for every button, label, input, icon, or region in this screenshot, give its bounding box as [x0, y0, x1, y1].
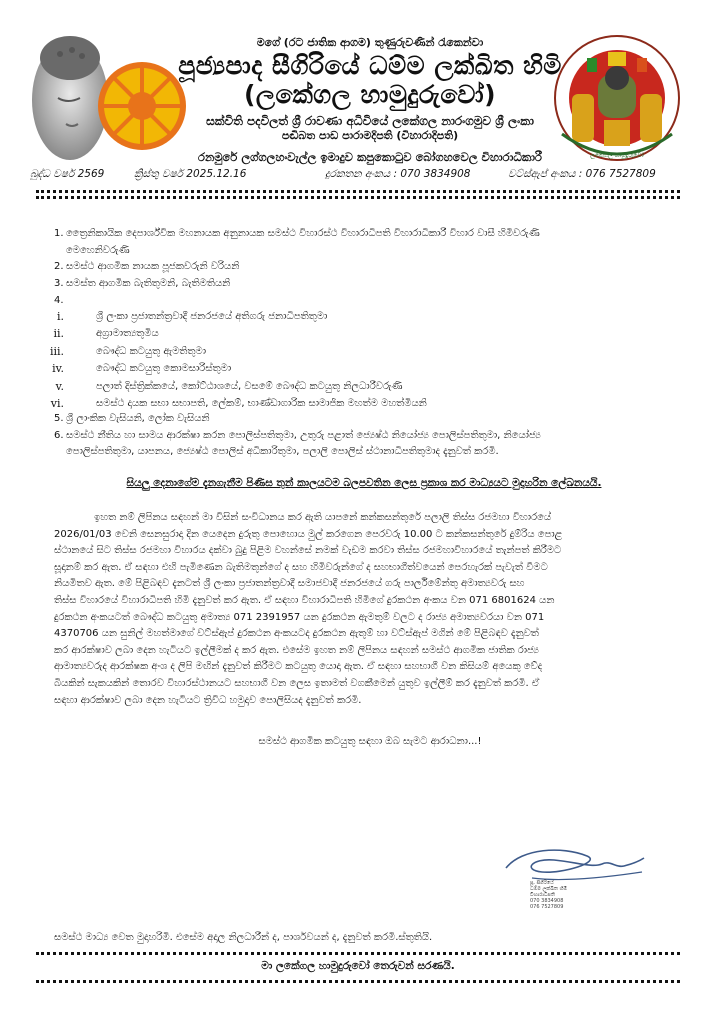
body-line: කර ආරක්ෂාව ලබා දෙන හැටියට ඉල්ලීමක් ද කර ඇත. එසේම ඉහත නම් ලිපිනය සඳහන් සමස්ථ ආගමික ජාතික රාජ්‍ය	[54, 644, 539, 656]
christian-year: ක්‍රිස්තු වර්ෂ 2025.12.16	[134, 168, 247, 180]
recipient-list	[54, 226, 679, 309]
body-line: ආමාත්‍යවරුද ආරක්ෂක අංශ ද ලිපි මඟින් දැනුවත් කිරීමට කටයුතු යොදා ඇත. ඒ සඳහා සහභාගී වන කිසියම් අයෙකු වේද	[54, 661, 543, 673]
bottom-divider	[36, 952, 680, 955]
list-item: මෙහෙනිවරුණි	[66, 244, 130, 256]
list-item: 5. ශ්‍රී ලාංකික වැසියනි, ලෝක වැසියනි	[54, 413, 210, 424]
list-item: i. ශ්‍රී ලංකා ප්‍රජාතන්ත්‍රවාදී ජනරජයේ අතිගරු ජනාධිපතිතුමා	[56, 310, 328, 323]
list-item: 2. සමස්ථ ආගමික නායක පූජකවරුනි වරියනි	[54, 261, 240, 273]
list-item: 3. සමස්ත ආගමික බැතිතුමනි, බැතිමතියනි	[54, 278, 231, 290]
body-line: 4370706 යන සුනිල් මහත්මාගේ වට්ස්ඇප් දුරකථන අංකයටද දුරකථන ඇතුම් හා වට්ස්ඇප් මගින් මේ පිළිබඳව දැනුවත්	[54, 628, 539, 640]
letterhead-alias: (ලකේගල හාමුදුරුවෝ)	[243, 80, 496, 109]
phone-number: දුරකතන අංකය : 070 3834908	[325, 168, 471, 180]
body-line: ඉහත නම් ලිපිනය සඳහන් මා විසින් සංවිධානය කර ඇති යාපනේ කන්කසන්තුරේ පලාලි තිස්ස රජමහා විහාරයේ	[94, 512, 552, 523]
temple-seal-logo	[552, 34, 682, 162]
buddha-year: බුද්ධ වර්ෂ 2569	[30, 168, 105, 180]
letterhead-address: රනමුරේ ලග්ගලහංවැල්ල ඉමාදුව කපුකොටුව බෝගහවෙල විහාරාධිකාරී	[198, 150, 542, 164]
body-line: 2026/01/03 වෙනි සෙනසුරාදා දින යෙදෙන දුරුතු පොහොය මුල් කරගෙන පෙරවරු 10.00 ට කන්කසන්තුරේ දුම්රිය පොළ	[54, 528, 563, 540]
letterhead-name: පූජ්‍යපාද සීගිරියේ ධම්ම ලක්ඛිත හිමි	[178, 51, 562, 80]
whatsapp-number: වට්ස්ඇප් අංකය : 076 7527809	[508, 168, 656, 180]
body-line: සඳහා ආරක්ෂාව ලබා දෙන හැටියට ත්‍රිවිධ හමුදාව පොලිසියද දැනුවත් කරමි.	[54, 694, 362, 706]
body-line: දුරකථන අංකයටත් බෞද්ධ කටයුතු අමාත්‍ය 071 2391957 යන දුරකථන ඇමතුම් වලට ද රාජ්‍ය අමාත්‍යවරයා වන 071	[54, 611, 545, 623]
body-line: සූදානම් කර ඇත. ඒ සඳහා එහි පැමිණෙන බැතිමතුන්ගේ ද සහ හිමිවරුන්ගේ ද සහභාගීත්වයෙන් පෙරහැරක් පැවැත් වීමට	[54, 561, 548, 573]
list-item: iii. බෞද්ධ කටයුතු ඇමතිතුමා	[49, 344, 206, 358]
recipient-list-tail	[54, 411, 679, 461]
signature-stamp: පූ. සීගිරියේ ධම්ම ලක්ඛිත හිමි විහාරාධිපති 070 3834908 076 7527809	[530, 880, 568, 910]
list-item: vi. සමස්ථ දායක සභා සභාපති, ලේකම්, භාණ්ඩාගාරික සාමාජික මහත්ම මහත්මියනි	[50, 396, 427, 410]
letterhead-tagline: මගේ (රට ජාතික ආගම) තුණුරුවණින් රැකෙන්වා	[256, 36, 484, 49]
body-line: තිස්ස විහාරයේ විහාරාධිපති හිමි දැනුවත් කර ඇත. ඒ සඳහා විහාරාධිපති හිමිගේ දුරකථන අංකය වන 071 6801624 යන	[54, 594, 555, 606]
seal-caption: ලකේගල හාමුදුරුවෝ	[590, 152, 644, 159]
sub-recipient-list	[34, 309, 594, 413]
body-line: බියකින් සැකයකින් තොරව විහාරස්ථානයට සහභාගී වන ලෙස ඉතාමත් වගකීමෙන් යුතුව ඉල්ලීම් කර දැනුවත් කරමි. ඒ	[54, 677, 540, 689]
buddha-dharma-wheel-logo	[30, 28, 190, 168]
closing-line: සමස්ථ ආගමික කටයුතු සඳහා ඔබ සැමට ආරාධනා...!	[258, 736, 482, 747]
body-line: නියමිතව ඇත. මේ පිළිබඳව දැනටත් ශ්‍රී ලංකා ප්‍රජාතන්ත්‍රවාදී සමාජවාදී ජනරජයේ ගරු පාර්ලිමේන්තු අමාත්‍යවරු සහ	[54, 578, 525, 590]
list-item: 4.	[54, 294, 64, 306]
footer-blessing: මා ලකේගල හාමුදුරුවෝ තෙරුවන් සරණයි.	[261, 960, 455, 972]
top-divider	[36, 190, 680, 193]
letterhead-title-2: පඬිබත පාඩ පාරාමදිපති (විහාරාදිපති)	[281, 129, 459, 142]
info-row	[20, 168, 700, 184]
top-divider-2	[36, 196, 680, 199]
letterhead-title-1: සක්විති පදවිලත් ශ්‍රී රාවණා අධිවියේ ලකේගල නාරංගමුව ශ්‍රී ලංකා	[206, 114, 534, 128]
list-item: v. පලාත් දිස්ත්‍රික්කයේ, කෝට්ඨාශයේ, වසමේ බෞද්ධ කටයුතු නිලධාරීවරුණි	[55, 379, 403, 393]
list-item: පොලිස්පතිතුමා, යාපනය, ජ්‍යෙෂ්ඨ පොලිස් අධිකාරිතුමා, පලාලි පොලිස් ස්ථානාධිපතිතුමාද දැනුවත් කරමි.	[66, 446, 499, 458]
list-item: ii. අග්‍රාමාත්‍යතුමිය	[53, 327, 159, 341]
letter-body	[54, 510, 684, 709]
list-item: iv. බෞද්ධ කටයුතු කොමසාරිස්තුමා	[52, 362, 232, 376]
letter-heading: සියලු දෙනාගේම දැනගැනීම පිණිස තුන් කාලයටම බලපවතින ලෙස ප්‍රකාශ කර මාධ්‍යයට මුදාහරින ලේඛනයයි.	[126, 477, 602, 489]
bottom-divider-2	[36, 980, 680, 983]
distribution-note: සමස්ථ මාධ්‍ය වෙත මුදාහරිමි. එසේම අදාල නිලධාරීන් ද, පාර්ශවයන් ද, දැනුවත් කරමි.ස්තුතියි.	[54, 932, 433, 943]
body-line: ස්ථානයේ සිට තිස්ස රජමහා විහාරය දක්වා බුදු පිළිම වහන්සේ නමක් වැඩම කරවා තිස්ස රජමහාවිහාරයේ තැන්පත් කිරීමට	[54, 545, 562, 557]
list-item: 1. ත්‍රෛනිකායික දෙපාර්ශ්වික මහනායක අනුනායක සමස්ථ විහාරස්ථ විහාරාධිපති විහාරාධිකාරී විහාර වාසී හිමිවරුණි	[54, 228, 540, 239]
list-item: 6. සමස්ථ නීතිය හා සාමය ආරක්ෂා කරන පොලිස්පතිතුමා, උතුරු පළාත් ජ්‍යෙෂ්ඨ නියෝජ්‍ය පොලිස්පතිතුමා, නියෝජ්‍ය	[54, 429, 541, 441]
